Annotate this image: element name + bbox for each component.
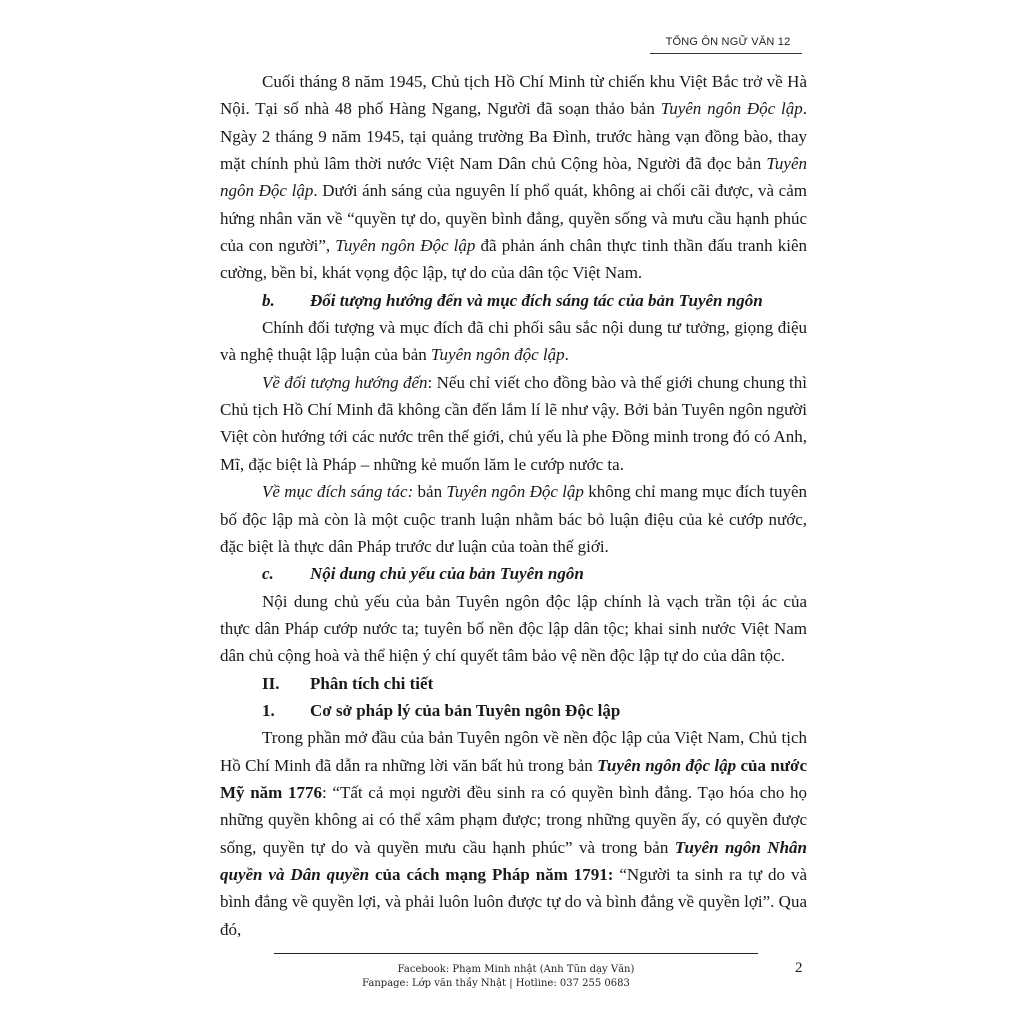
paragraph-b2: Về đối tượng hướng đến: Nếu chỉ viết cho đồng bào và thế giới chung chung thì Chủ tịch Hồ Chí Minh đã không cần đến lắm lí lẽ như vậy. Bởi bản Tuyên ngôn người Việt còn hướng tới các nước trên thế giới, chủ yếu là phe Đồng minh trong đó có Anh, Mĩ, đặc biệt là Pháp – những kẻ muốn lăm le cướp nước ta. xyxy=(220,372,807,474)
paragraph-intro: Cuối tháng 8 năm 1945, Chủ tịch Hồ Chí Minh từ chiến khu Việt Bắc trở về Hà Nội. Tại số nhà 48 phố Hàng Ngang, Người đã soạn thảo bản Tuyên ngôn Độc lập. Ngày 2 tháng 9 năm 1945, tại quảng trường Ba Đình, trước hàng vạn đồng bào, thay mặt chính phủ lâm thời nước Việt Nam Dân chủ Cộng hòa, Người đã đọc bản Tuyên ngôn Độc lập. Dưới ánh sáng của nguyên lí phổ quát, không ai chối cãi được, và cảm hứng nhân văn về “quyền tự do, quyền bình đẳng, quyền sống và mưu cầu hạnh phúc của con người”, Tuyên ngôn Độc lập đã phản ánh chân thực tinh thần đấu tranh kiên cường, bền bỉ, khát vọng độc lập, tự do của dân tộc Việt Nam. xyxy=(220,72,808,283)
heading-c: c. Nội dung chủ yếu của bản Tuyên ngôn xyxy=(262,564,584,584)
footer-rule xyxy=(274,953,758,954)
heading-1: 1. Cơ sở pháp lý của bản Tuyên ngôn Độc lập xyxy=(262,700,621,720)
paragraph-b3: Về mục đích sáng tác: bản Tuyên ngôn Độc lập không chỉ mang mục đích tuyên bố độc lập mà còn là một cuộc tranh luận nhằm bác bỏ luận điệu của kẻ cướp nước, đặc biệt là thực dân Pháp trước dư luận của toàn thế giới. xyxy=(220,482,807,556)
header-rule xyxy=(650,53,802,54)
heading-b: b. Đối tượng hướng đến và mục đích sáng tác của bản Tuyên ngôn xyxy=(262,290,763,310)
page-number: 2 xyxy=(795,960,803,976)
footer-fanpage: Fanpage: Lớp văn thầy Nhật | Hotline: 037 255 0683 xyxy=(362,978,630,989)
paragraph-b1: Chính đối tượng và mục đích đã chi phối sâu sắc nội dung tư tưởng, giọng điệu và nghệ thuật lập luận của bản Tuyên ngôn độc lập. xyxy=(220,318,807,365)
paragraph-1: Trong phần mở đầu của bản Tuyên ngôn về nền độc lập của Việt Nam, Chủ tịch Hồ Chí Minh đã dẫn ra những lời văn bất hủ trong bản Tuyên ngôn độc lập của nước Mỹ năm 1776: “Tất cả mọi người đều sinh ra có quyền bình đẳng. Tạo hóa cho họ những quyền không ai có thể xâm phạm được; trong những quyền ấy, có quyền được sống, quyền tự do và quyền mưu cầu hạnh phúc” và trong bản Tuyên ngôn Nhân quyền và Dân quyền của cách mạng Pháp năm 1791: “Người ta sinh ra tự do và bình đẳng về quyền lợi, và phải luôn luôn được tự do và bình đẳng về quyền lợi”. Qua đó, xyxy=(220,728,808,939)
paragraph-c1: Nội dung chủ yếu của bản Tuyên ngôn độc lập chính là vạch trần tội ác của thực dân Pháp cướp nước ta; tuyên bố nền độc lập dân tộc; khai sinh nước Việt Nam dân chủ cộng hoà và thể hiện ý chí quyết tâm bảo vệ nền độc lập tự do của dân tộc. xyxy=(220,591,807,666)
footer-facebook: Facebook: Phạm Minh nhật (Anh Tũn dạy Văn) xyxy=(397,964,635,975)
page-body xyxy=(220,68,807,943)
heading-ii: II. Phân tích chi tiết xyxy=(262,673,434,693)
running-header: TỔNG ÔN NGỮ VĂN 12 xyxy=(665,36,791,48)
